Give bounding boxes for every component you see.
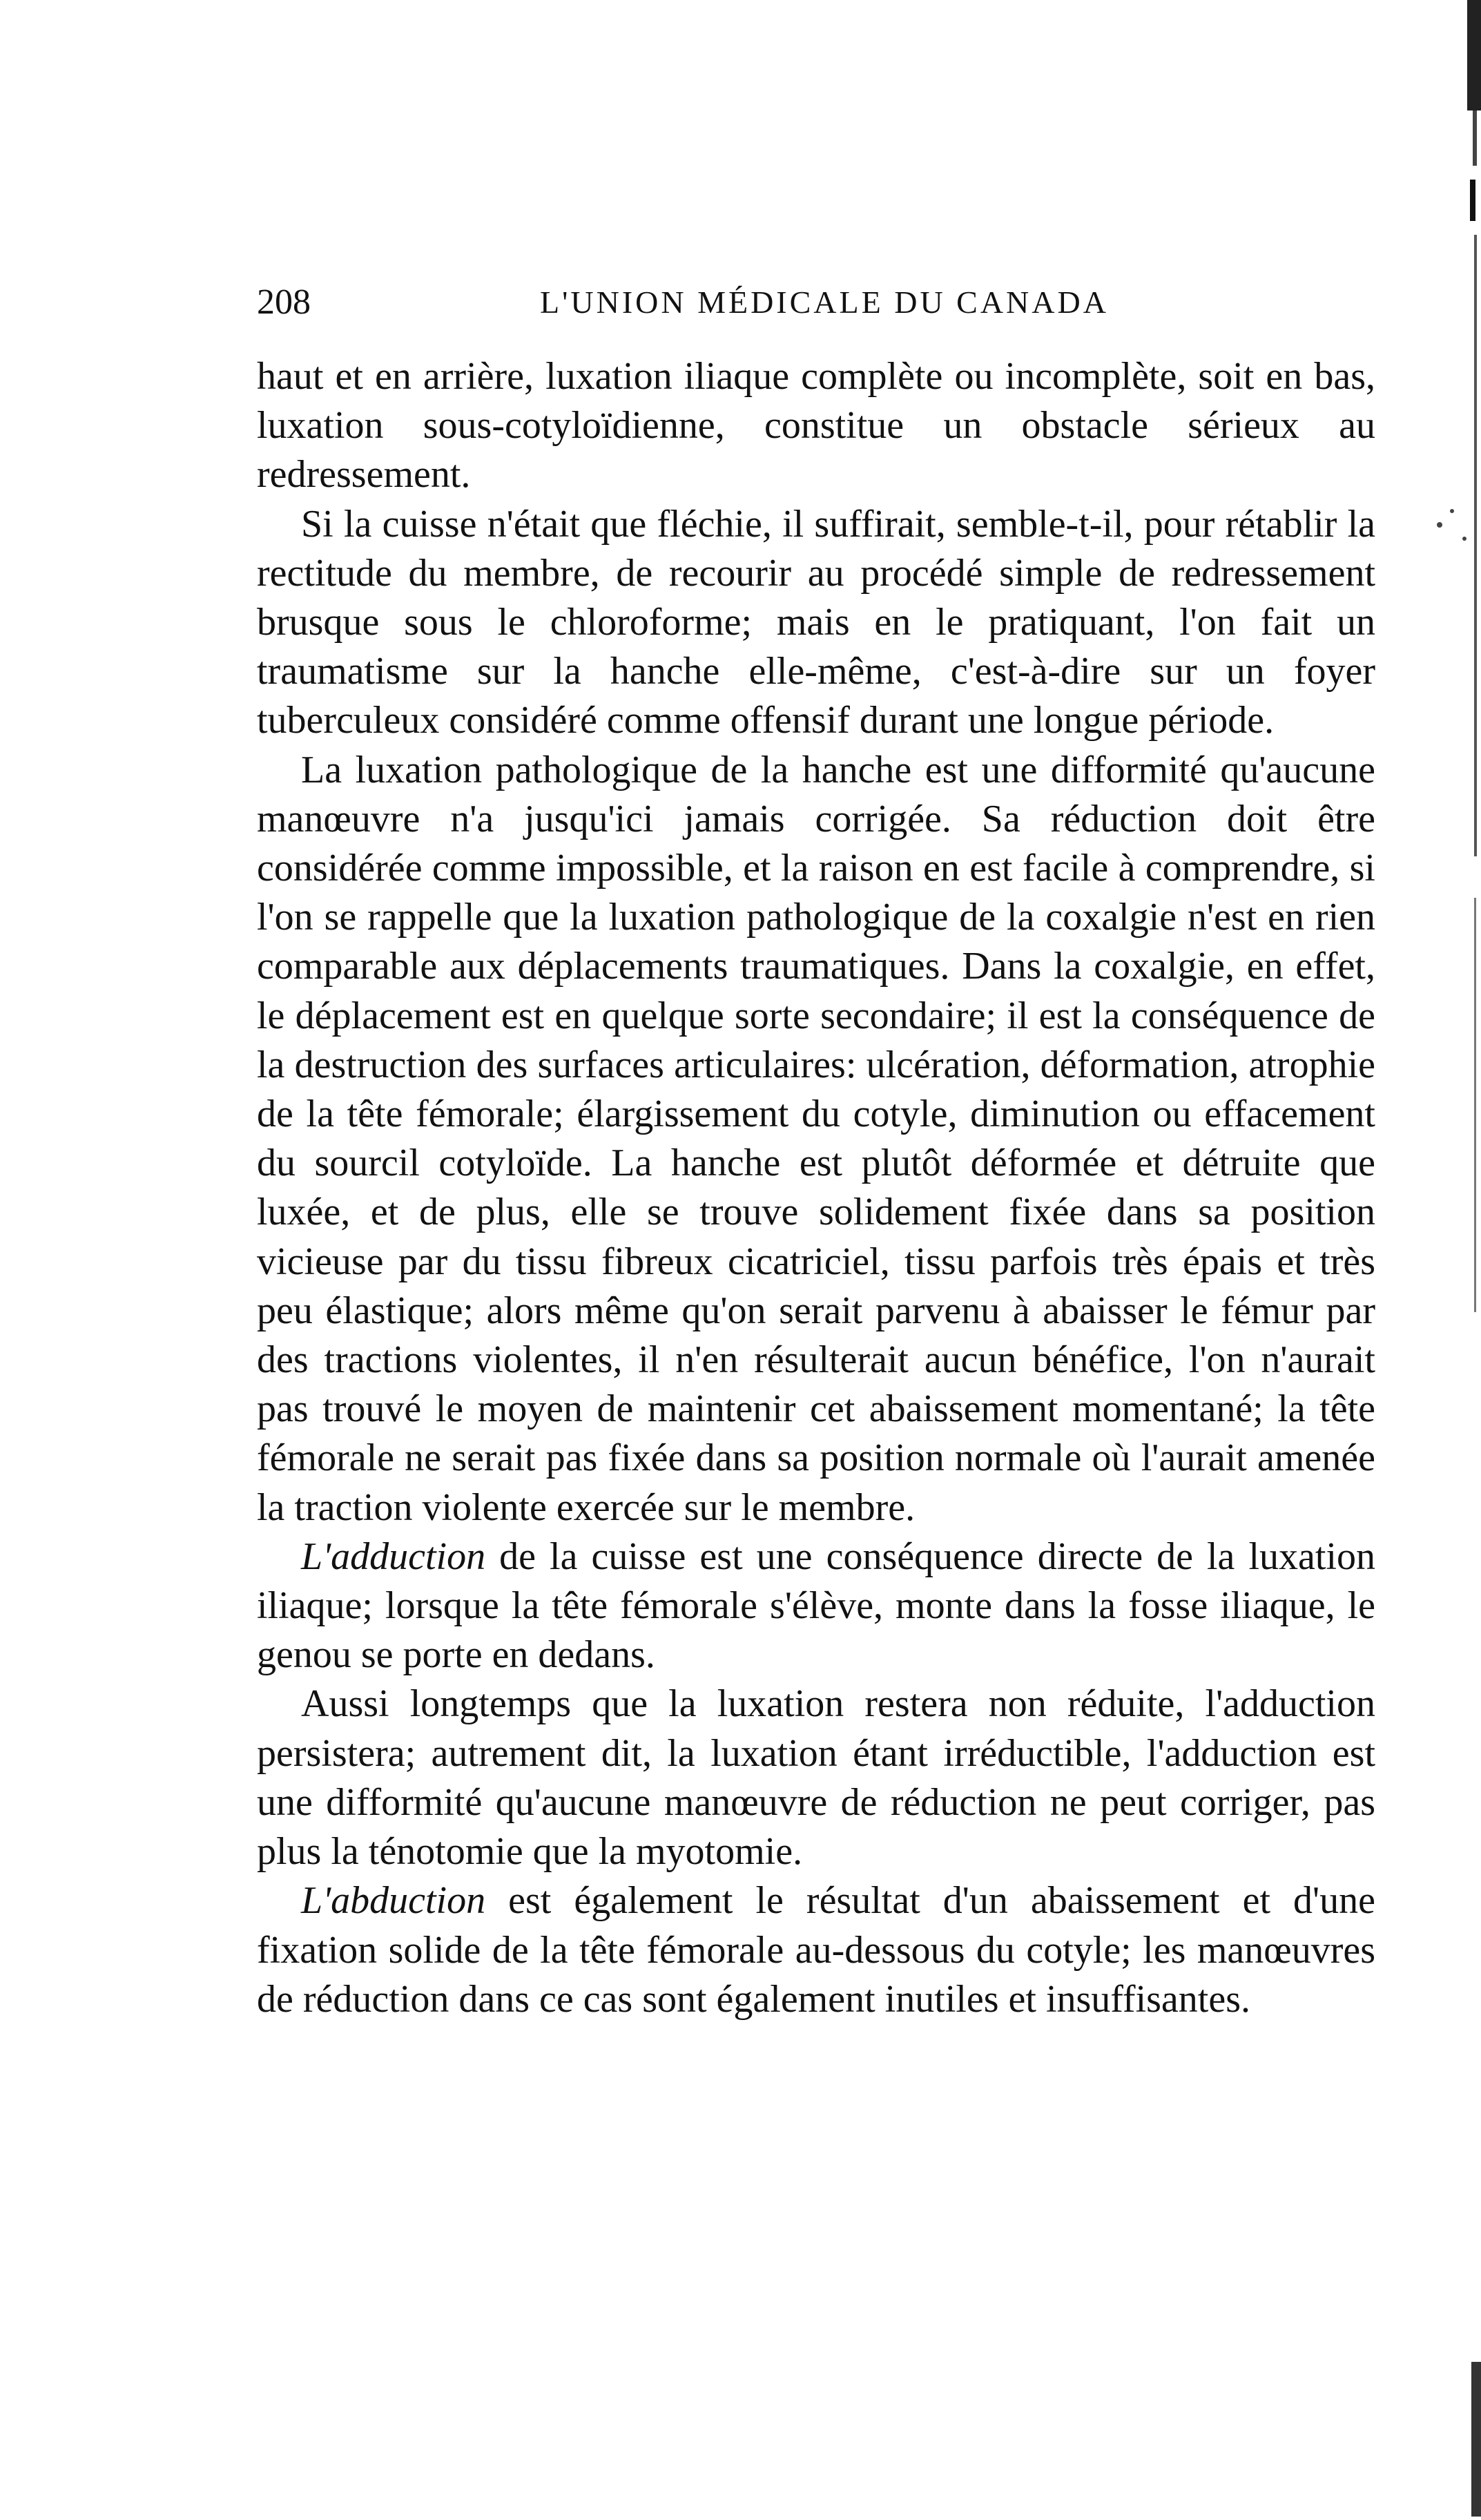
paragraph-6-italic-term: L'abduction	[301, 1879, 486, 1923]
paragraph-6	[257, 1876, 1375, 2024]
paragraph-4	[257, 1532, 1375, 1680]
running-title: L'UNION MÉDICALE DU CANADA	[540, 285, 1109, 320]
paragraph-3-text: La luxation pathologique de la hanche est une difformité qu'aucune manœuvre n'a jusqu'ici jamais corrigée. Sa réduction doit être considérée comme impossible, et la raison en est facile à comprendre, si l'on se rappelle que la luxation pathologique de la coxalgie n'est en rien comparable aux déplacements traumatiques. Dans la coxalgie, en effet, le déplacement est en quelque sorte secondaire; il est la conséquence de la destruction des surfaces articulaires: ulcération, déformation, atrophie de la tête fémorale; élargissement du cotyle, diminution ou effacement du sourcil cotyloïde. La hanche est plutôt déformée et détruite que luxée, et de plus, elle se trouve solidement fixée dans sa position vicieuse par du tissu fibreux cicatriciel, tissu parfois très épais et très peu élastique; alors même qu'on serait parvenu à abaisser le fémur par des tractions violentes, il n'en résulterait aucun bénéfice, l'on n'aurait pas trouvé le moyen de maintenir cet abaissement momentané; la tête fémorale ne serait pas fixée dans sa position normale où l'aurait amenée la traction violente exercée sur le membre.	[257, 748, 1375, 1529]
paragraph-3	[257, 746, 1375, 1532]
page-number: 208	[257, 282, 311, 322]
paragraph-4-italic-term: L'adduction	[301, 1535, 486, 1578]
page-header	[257, 275, 1389, 330]
scan-edge-artifact	[1398, 0, 1481, 2517]
paragraph-5	[257, 1680, 1375, 1876]
body-text	[257, 352, 1375, 2024]
paragraph-6-text: est également le résultat d'un abaissement et d'une fixation solide de la tête fémorale au-dessous du cotyle; les manœuvres de réduction dans ce cas sont également inutiles et insuffisantes.	[257, 1879, 1375, 2021]
paragraph-4-text: de la cuisse est une conséquence directe de la luxation iliaque; lorsque la tête fémorale s'élève, monte dans la fosse iliaque, le genou se porte en dedans.	[257, 1535, 1375, 1677]
paragraph-1-text: haut et en arrière, luxation iliaque complète ou incomplète, soit en bas, luxation sous-cotyloïdienne, constitue un obstacle sérieux au redressement.	[257, 355, 1375, 497]
paragraph-1	[257, 352, 1375, 500]
paragraph-2	[257, 500, 1375, 746]
paragraph-5-text: Aussi longtemps que la luxation restera non réduite, l'adduction persistera; autrement dit, la luxation étant irréductible, l'adduction est une difformité qu'aucune manœuvre de réduction ne peut corriger, pas plus la ténotomie que la myotomie.	[257, 1682, 1375, 1874]
paragraph-2-text: Si la cuisse n'était que fléchie, il suffirait, semble-t-il, pour rétablir la rectitude du membre, de recourir au procédé simple de redressement brusque sous le chloroforme; mais en le pratiquant, l'on fait un traumatisme sur la hanche elle-même, c'est-à-dire sur un foyer tuberculeux considéré comme offensif durant une longue période.	[257, 502, 1375, 742]
